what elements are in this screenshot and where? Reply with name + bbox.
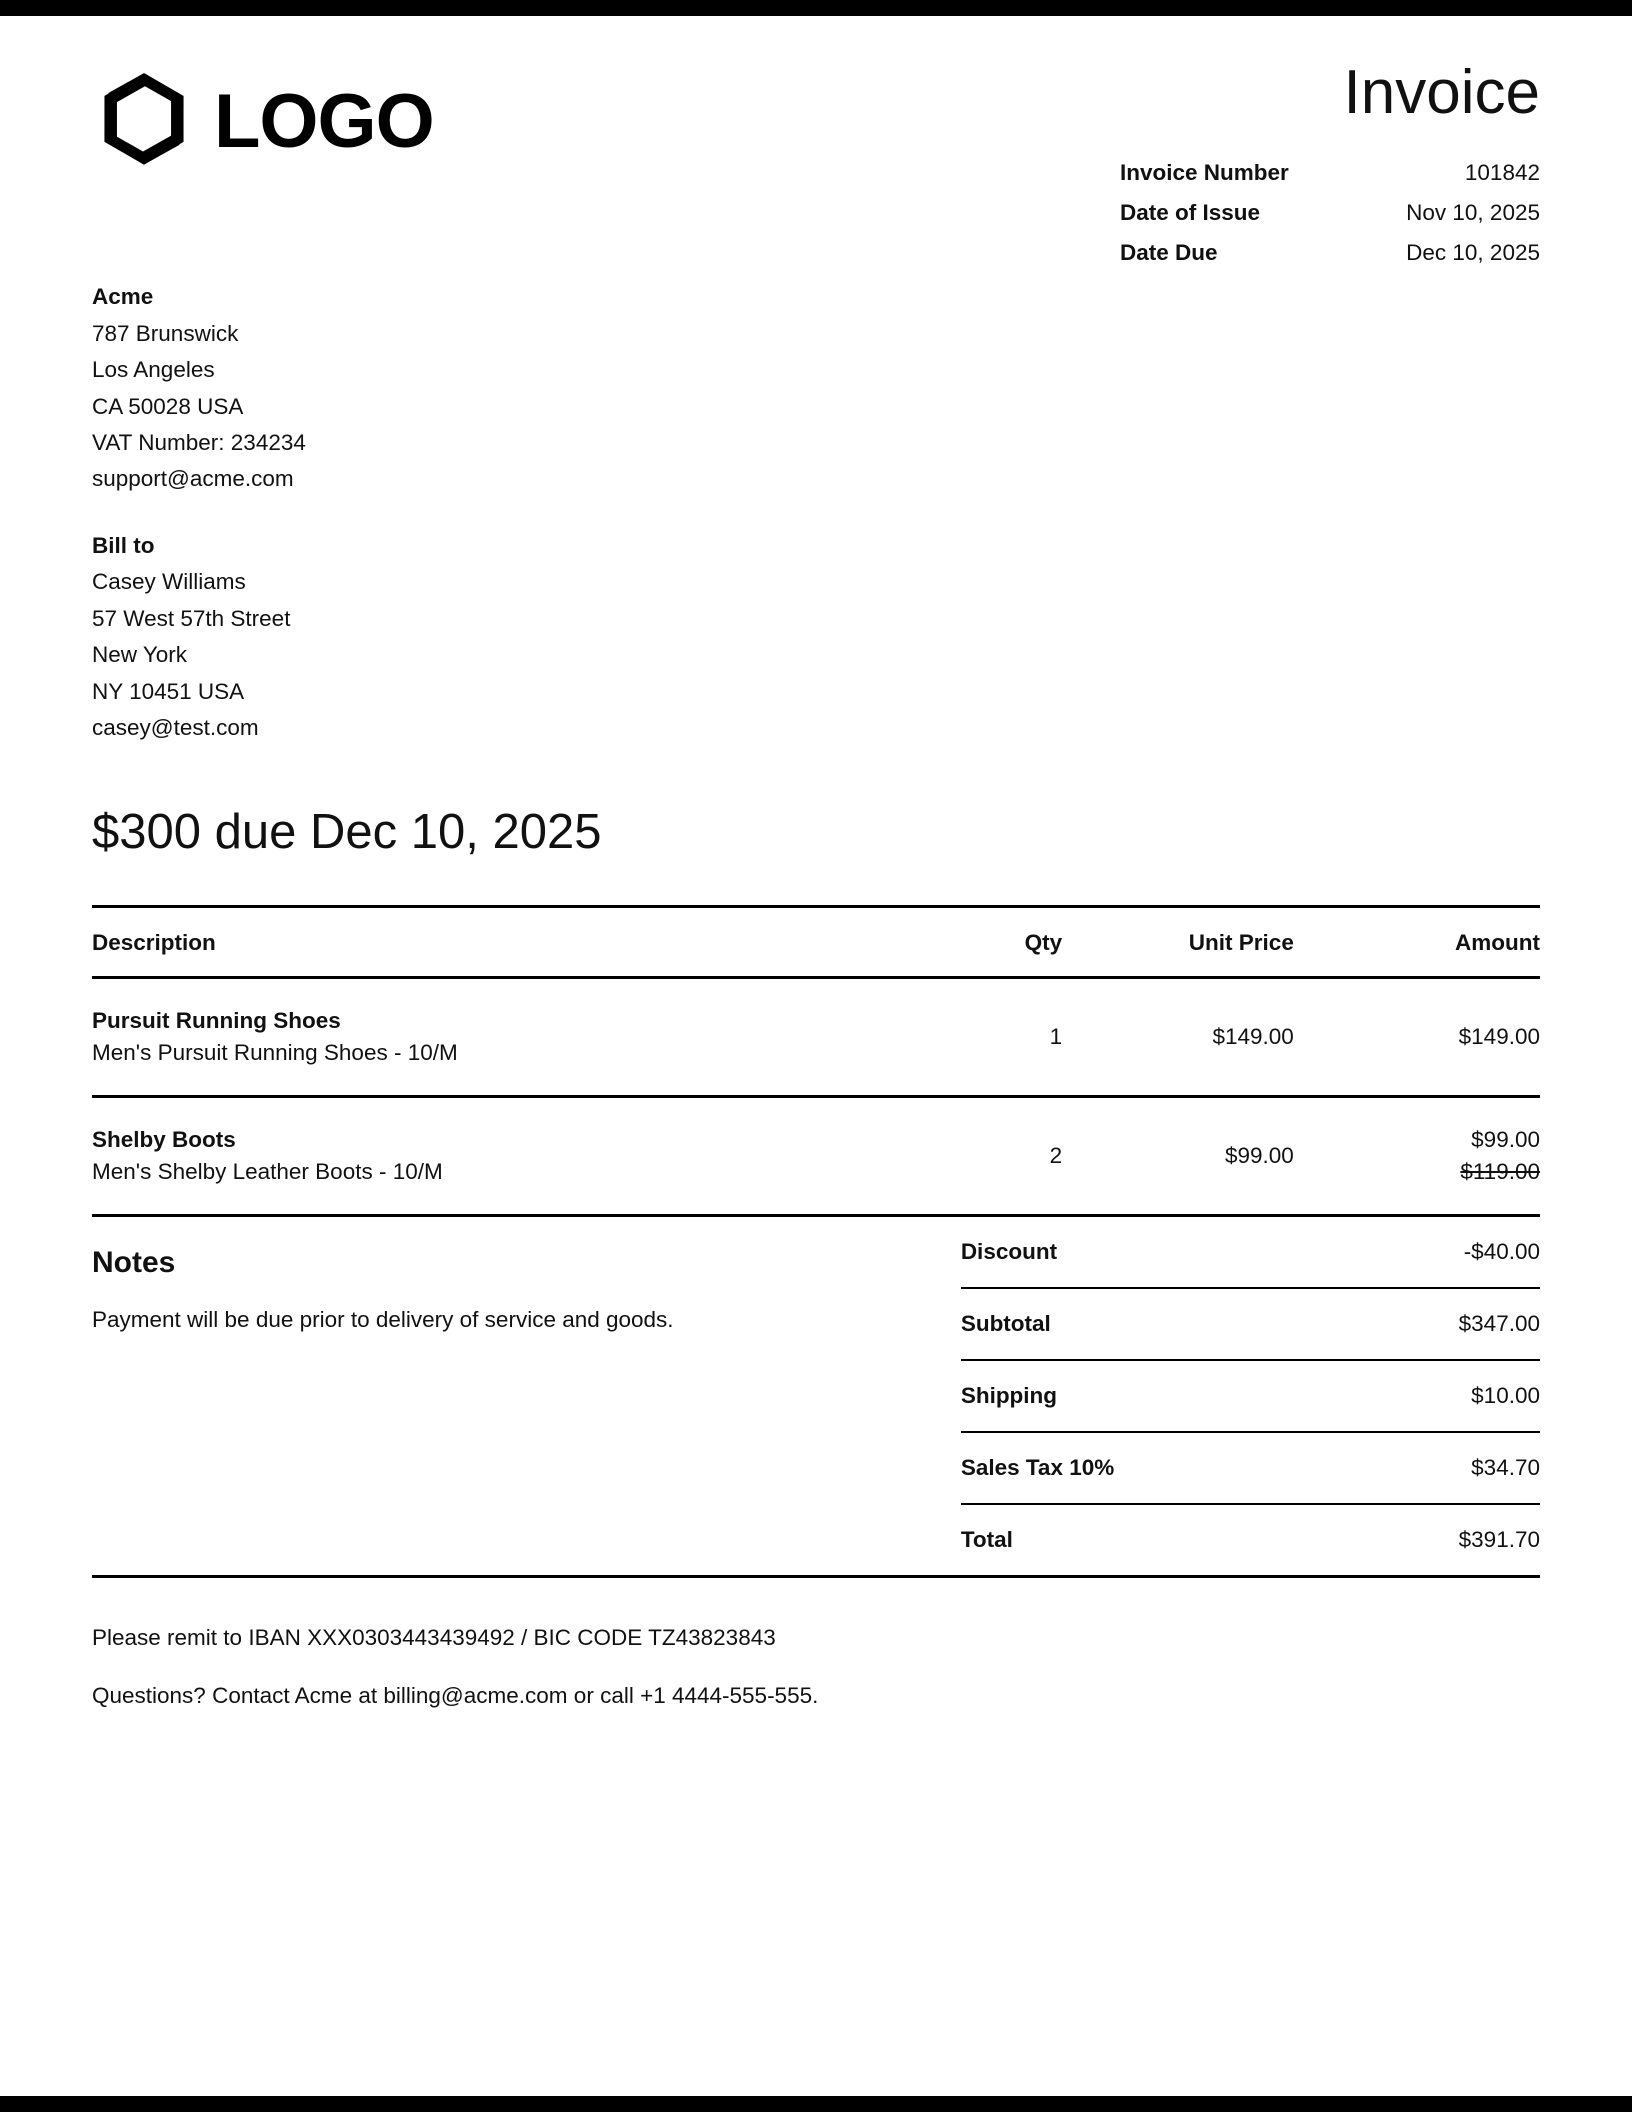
totals-label-discount: Discount	[960, 1238, 1058, 1264]
line-item-amount-stack	[1294, 1021, 1540, 1053]
hexagon-spiral-logo-icon	[92, 70, 196, 174]
totals-row-shipping	[961, 1360, 1540, 1432]
totals-value-discount: -$40.00	[1463, 1238, 1540, 1264]
meta-row-date-due	[1120, 233, 1540, 273]
address-section	[92, 279, 1540, 746]
line-item-amount-stack	[1294, 1124, 1540, 1188]
sender-address	[92, 279, 1540, 498]
bottom-black-bar	[0, 2096, 1632, 2112]
sender-vat-number: VAT Number: 234234	[92, 429, 306, 455]
totals-value-shipping: $10.00	[1471, 1382, 1540, 1408]
notes-section	[92, 1217, 932, 1337]
notes-body: Payment will be due prior to delivery of service and goods.	[92, 1306, 674, 1332]
line-item-unit-price: $99.00	[1225, 1142, 1294, 1168]
meta-row-invoice-number	[1120, 153, 1540, 193]
meta-value-date-due: Dec 10, 2025	[1406, 240, 1540, 266]
line-item-qty: 1	[1049, 1023, 1063, 1049]
invoice-footer	[92, 1578, 1540, 1713]
invoice-page	[0, 16, 1632, 2096]
sender-name: Acme	[92, 284, 154, 310]
bill-to-line-4: NY 10451 USA	[92, 678, 245, 704]
notes-title: Notes	[92, 1245, 176, 1279]
logo-wordmark: LOGO	[214, 79, 434, 164]
column-header-description: Description	[92, 929, 216, 955]
table-row	[92, 977, 1540, 1096]
bill-to-line-2: 57 West 57th Street	[92, 605, 291, 631]
column-header-qty: Qty	[1024, 929, 1063, 955]
totals-value-subtotal: $347.00	[1458, 1310, 1540, 1336]
column-header-unit-price: Unit Price	[1188, 929, 1294, 955]
line-item-name: Shelby Boots	[92, 1126, 236, 1152]
totals-label-sales-tax: Sales Tax 10%	[960, 1454, 1115, 1480]
totals-row-total	[961, 1504, 1540, 1575]
line-item-amount-value: $99.00	[1471, 1126, 1540, 1152]
meta-label-invoice-number: Invoice Number	[1120, 160, 1289, 186]
sender-line-3: CA 50028 USA	[92, 393, 244, 419]
top-black-bar	[0, 0, 1632, 16]
invoice-meta-block	[1120, 56, 1540, 273]
invoice-header	[92, 56, 1540, 273]
line-items-table	[92, 905, 1540, 1217]
totals-value-total: $391.70	[1458, 1526, 1540, 1552]
sender-email: support@acme.com	[92, 466, 294, 492]
sender-line-2: Los Angeles	[92, 357, 215, 383]
notes-and-totals	[92, 1217, 1540, 1578]
totals-row-subtotal	[961, 1288, 1540, 1360]
remittance-instructions: Please remit to IBAN XXX0303443439492 / BIC CODE TZ43823843	[92, 1624, 776, 1650]
totals-label-subtotal: Subtotal	[960, 1310, 1051, 1336]
bill-to-heading: Bill to	[92, 532, 155, 558]
meta-label-date-of-issue: Date of Issue	[1120, 200, 1261, 226]
meta-row-date-of-issue	[1120, 193, 1540, 233]
bill-to-name: Casey Williams	[92, 569, 246, 595]
bill-to-line-3: New York	[92, 642, 188, 668]
contact-instructions: Questions? Contact Acme at billing@acme.com or call +1 4444-555-555.	[92, 1683, 819, 1709]
page-title: Invoice	[1343, 58, 1540, 127]
line-item-amount	[1294, 1096, 1540, 1215]
line-item-name: Pursuit Running Shoes	[92, 1007, 341, 1033]
line-item-description	[92, 977, 903, 1096]
meta-value-invoice-number: 101842	[1464, 160, 1540, 186]
totals-label-total: Total	[960, 1526, 1013, 1552]
line-item-description	[92, 1096, 903, 1215]
sender-line-1: 787 Brunswick	[92, 320, 239, 346]
meta-label-date-due: Date Due	[1120, 240, 1218, 266]
bill-to-address	[92, 528, 1540, 747]
line-item-amount	[1294, 977, 1540, 1096]
column-header-amount: Amount	[1455, 929, 1540, 955]
amount-due-headline: $300 due Dec 10, 2025	[92, 805, 602, 860]
line-item-unit-price: $149.00	[1212, 1023, 1294, 1049]
totals-label-shipping: Shipping	[960, 1382, 1058, 1408]
totals-body	[961, 1217, 1540, 1575]
line-item-subtitle: Men's Pursuit Running Shoes - 10/M	[92, 1039, 458, 1065]
meta-value-date-of-issue: Nov 10, 2025	[1406, 200, 1540, 226]
line-items-header	[92, 906, 1540, 977]
line-items-body	[92, 977, 1540, 1215]
line-item-subtitle: Men's Shelby Leather Boots - 10/M	[92, 1158, 443, 1184]
line-item-amount-original: $119.00	[1460, 1158, 1540, 1184]
table-header-row	[92, 906, 1540, 977]
totals-value-sales-tax: $34.70	[1471, 1454, 1540, 1480]
bill-to-email: casey@test.com	[92, 715, 259, 741]
line-item-amount-value: $149.00	[1458, 1023, 1540, 1049]
totals-row-discount	[961, 1217, 1540, 1288]
brand-logo	[92, 56, 434, 174]
totals-table	[961, 1217, 1540, 1575]
table-row	[92, 1096, 1540, 1215]
line-item-qty: 2	[1049, 1142, 1063, 1168]
totals-row-sales-tax	[961, 1432, 1540, 1504]
